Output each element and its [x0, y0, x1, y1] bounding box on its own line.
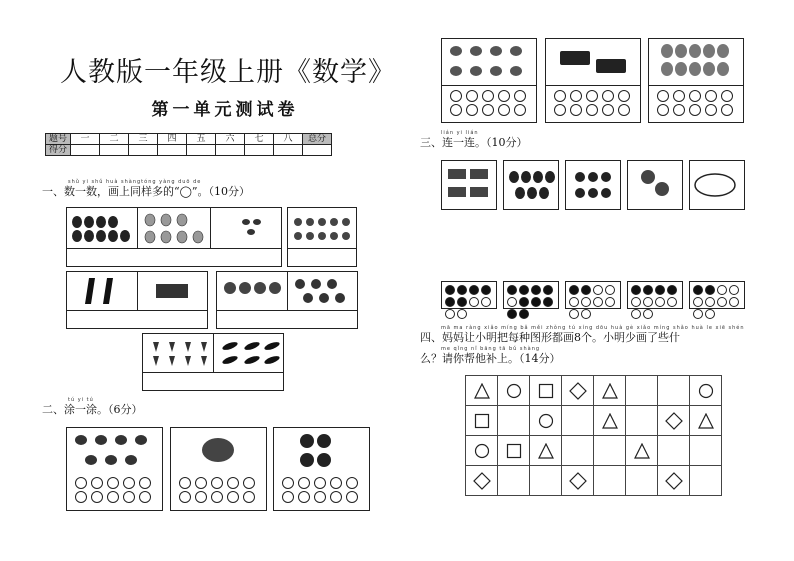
shape-grid-row — [466, 376, 722, 406]
q1-box-2 — [287, 207, 357, 267]
sticks-picture — [67, 272, 138, 311]
connect-pic-apples[interactable] — [565, 160, 621, 210]
page-subtitle: 第一单元测试卷 — [151, 100, 299, 120]
strawberry-icon — [67, 208, 137, 248]
square-icon — [498, 436, 530, 466]
q2-circles-1[interactable] — [73, 476, 161, 504]
trees-picture — [217, 272, 288, 311]
flower-icon — [288, 272, 357, 310]
q2-circles-2[interactable] — [177, 476, 265, 504]
q4-line-1: 四、妈妈让小明把每种图形都画8个。小明少画了些什 — [420, 331, 680, 344]
dot-card-5[interactable] — [689, 281, 745, 309]
q1-pinyin: shǔ yi shǔ huà shàngtóng yàng duō de — [68, 179, 202, 185]
empty-cell[interactable] — [626, 376, 658, 406]
stick-icon — [67, 272, 137, 310]
empty-cell[interactable] — [530, 466, 562, 496]
q3-pinyin: lián yi lián — [441, 130, 479, 136]
melon-icon — [690, 161, 744, 209]
pineapple-icon — [138, 208, 210, 248]
empty-cell[interactable] — [658, 436, 690, 466]
flowers-picture — [288, 272, 357, 311]
pepper-icon — [214, 334, 283, 372]
mushroom-icon — [628, 161, 682, 209]
q3-text: 三、连一连。（10分） — [420, 136, 528, 149]
empty-cell[interactable] — [498, 466, 530, 496]
circle-icon — [466, 436, 498, 466]
empty-cell[interactable] — [626, 406, 658, 436]
diamond-icon — [466, 466, 498, 496]
shape-grid-row — [466, 466, 722, 496]
empty-cell[interactable] — [594, 466, 626, 496]
q1-box-3 — [66, 271, 208, 329]
q1-text: 一、数一数，画上同样多的“◯”。（10分） — [42, 185, 251, 198]
empty-cell[interactable] — [658, 376, 690, 406]
chicken-icon — [67, 428, 162, 474]
q1-box-1 — [66, 207, 282, 267]
pumpkin-icon — [171, 428, 266, 474]
peppers-picture — [214, 334, 283, 373]
apple-icon — [566, 161, 620, 209]
connect-pic-cars[interactable] — [441, 160, 497, 210]
diamond-icon — [562, 376, 594, 406]
triangle-icon — [690, 406, 722, 436]
tomatoes-picture — [288, 208, 356, 249]
q2-box-pumpkin — [170, 427, 267, 511]
score-table — [45, 133, 332, 156]
q2-pinyin: tú yi tú — [68, 397, 94, 403]
shape-grid-row — [466, 406, 722, 436]
strawberries-picture — [67, 208, 138, 249]
dot-card-4[interactable] — [627, 281, 683, 309]
pineapples-picture — [138, 208, 211, 249]
triangle-icon — [530, 436, 562, 466]
q2-text: 二、涂一涂。（6分） — [42, 403, 143, 416]
diamond-icon — [658, 466, 690, 496]
strawberry-icon — [504, 161, 558, 209]
connect-pic-strawberries[interactable] — [503, 160, 559, 210]
car-icon — [442, 161, 496, 209]
triangle-icon — [626, 436, 658, 466]
empty-cell[interactable] — [690, 466, 722, 496]
q4-pinyin-1: mā ma ràng xiǎo míng bǎ měi zhǒng tú xíng dōu huà gè xiǎo míng shǎo huà le xiē shén — [441, 325, 745, 331]
q2-box-chickens — [66, 427, 163, 511]
q2-circles-3[interactable] — [280, 476, 368, 504]
q4-pinyin-2: me qǐng nǐ bāng tā bǔ shàng — [441, 346, 541, 352]
empty-cell[interactable] — [690, 436, 722, 466]
q1-box-4 — [216, 271, 358, 329]
q1-box-5 — [142, 333, 284, 391]
circle-icon — [498, 376, 530, 406]
diamond-icon — [658, 406, 690, 436]
score-row-values: 得分 — [46, 145, 332, 156]
q2-circles-6[interactable] — [655, 89, 743, 117]
q2-box-cars — [545, 38, 641, 123]
q2-box-leaves — [441, 38, 537, 123]
shape-grid — [465, 375, 722, 496]
q2-box-corn — [273, 427, 370, 511]
score-row-header: 题号 一 二 三 四 五 六 七 八 总分 — [46, 134, 332, 145]
tree-icon — [217, 272, 287, 310]
shape-grid-row — [466, 436, 722, 466]
triangle-icon — [594, 406, 626, 436]
circle-icon — [690, 376, 722, 406]
leaf-icon — [442, 39, 536, 85]
radish-icon — [143, 334, 213, 372]
q2-box-balloons — [648, 38, 744, 123]
diamond-icon — [562, 466, 594, 496]
box-icon — [138, 272, 207, 310]
page-title: 人教版一年级上册《数学》 — [60, 57, 396, 88]
empty-cell[interactable] — [594, 436, 626, 466]
dot-card-2[interactable] — [503, 281, 559, 309]
q2-circles-5[interactable] — [552, 89, 640, 117]
circle-icon — [530, 406, 562, 436]
connect-pic-mushrooms[interactable] — [627, 160, 683, 210]
tomato-icon — [288, 208, 356, 248]
triangle-icon — [594, 376, 626, 406]
bee-icon — [211, 208, 281, 248]
car-icon — [546, 39, 640, 85]
balloon-icon — [649, 39, 743, 85]
dot-card-1[interactable] — [441, 281, 497, 309]
square-icon — [530, 376, 562, 406]
empty-cell[interactable] — [626, 466, 658, 496]
small-items-picture — [211, 208, 281, 249]
q4-line-2: 么？请你帮他补上。（14分） — [420, 352, 561, 365]
q2-circles-4[interactable] — [448, 89, 536, 117]
dot-card-3[interactable] — [565, 281, 621, 309]
empty-cell[interactable] — [498, 406, 530, 436]
box-picture — [138, 272, 207, 311]
empty-cell[interactable] — [562, 436, 594, 466]
triangle-icon — [466, 376, 498, 406]
square-icon — [466, 406, 498, 436]
connect-pic-melon[interactable] — [689, 160, 745, 210]
corn-icon — [274, 428, 369, 474]
radishes-picture — [143, 334, 214, 373]
empty-cell[interactable] — [562, 406, 594, 436]
